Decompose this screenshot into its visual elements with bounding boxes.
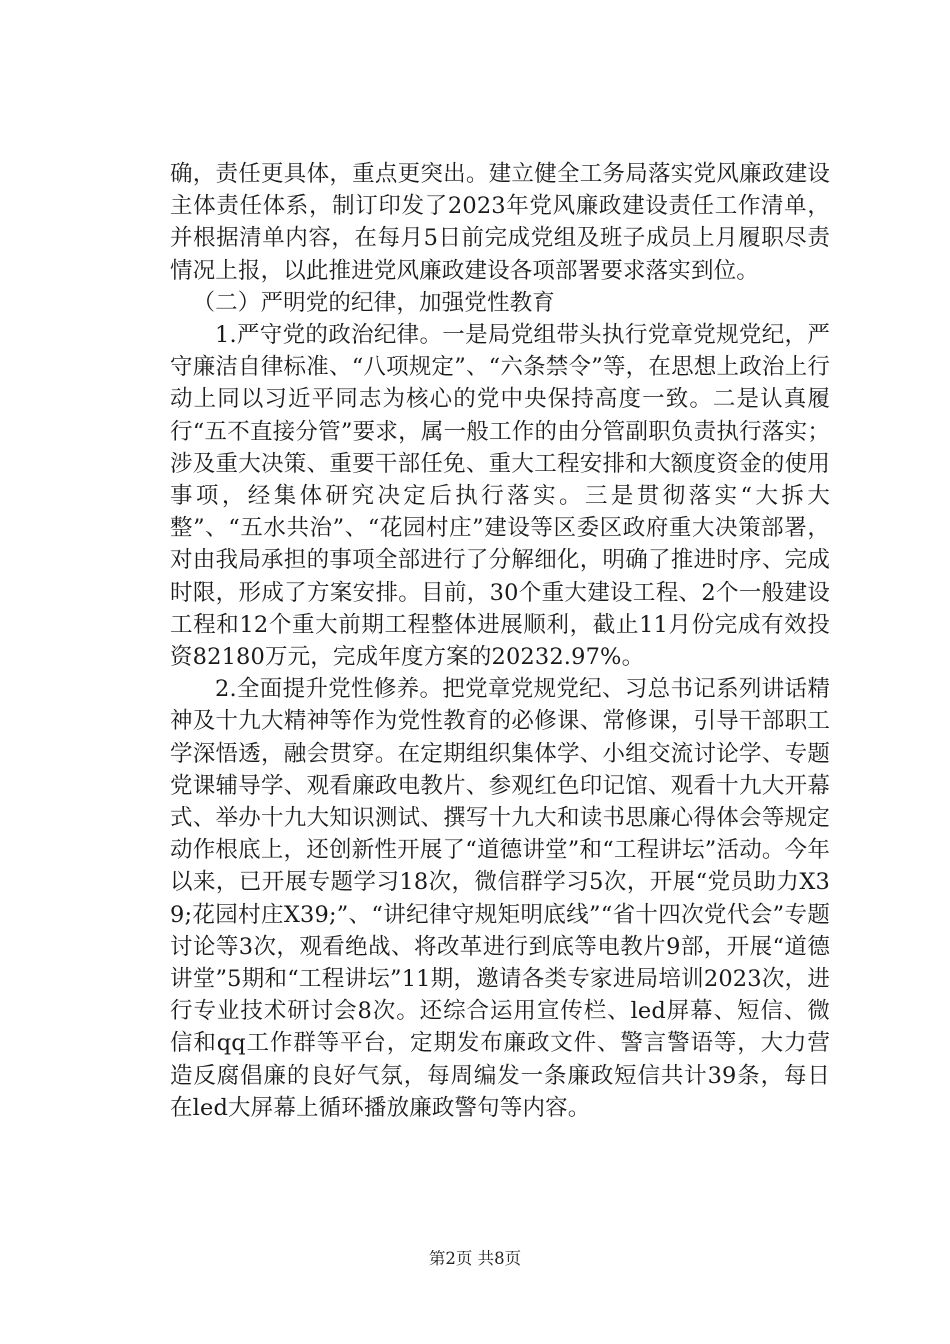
document-body <box>170 158 830 1124</box>
paragraph-political-discipline: 1.严守党的政治纪律。一是局党组带头执行党章党规党纪，严守廉洁自律标准、“八项规定”、“六条禁令”等，在思想上政治上行动上同以习近平同志为核心的党中央保持高度一致。二是认真履行“五不直接分管”要求，属一般工作的由分管副职负责执行落实；涉及重大决策、重要干部任免、重大工程安排和大额度资金的使用事项，经集体研究决定后执行落实。三是贯彻落实“大拆大整”、“五水共治”、“花园村庄”建设等区委区政府重大决策部署，对由我局承担的事项全部进行了分解细化，明确了推进时序、完成时限，形成了方案安排。目前，30个重大建设工程、2个一般建设工程和12个重大前期工程整体进展顺利，截止11月份完成有效投资82180万元，完成年度方案的20232.97%。 <box>170 322 830 671</box>
paragraph-party-cultivation: 2.全面提升党性修养。把党章党规党纪、习总书记系列讲话精神及十九大精神等作为党性教育的必修课、常修课，引导干部职工学深悟透，融会贯穿。在定期组织集体学、小组交流讨论学、专题党课辅导学、观看廉政电教片、参观红色印记馆、观看十九大开幕式、举办十九大知识测试、撰写十九大和读书思廉心得体会等规定动作根底上，还创新性开展了“道德讲堂”和“工程讲坛”活动。今年以来，已开展专题学习18次，微信群学习5次，开展“党员助力X39;花园村庄X39;”、“讲纪律守规矩明底线”“省十四次党代会”专题讨论等3次，观看绝战、将改革进行到底等电教片9部，开展“道德讲堂”5期和“工程讲坛”11期，邀请各类专家进局培训2023次，进行专业技术研讨会8次。还综合运用宣传栏、led屏幕、短信、微信和qq工作群等平台，定期发布廉政文件、警言警语等，大力营造反腐倡廉的良好气氛，每周编发一条廉政短信共计39条，每日在led大屏幕上循环播放廉政警句等内容。 <box>170 676 830 1121</box>
page-footer <box>0 1245 950 1269</box>
section-heading: （二）严明党的纪律，加强党性教育 <box>192 289 555 316</box>
paragraph-continuation: 确，责任更具体，重点更突出。建立健全工务局落实党风廉政建设主体责任体系，制订印发了2023年党风廉政建设责任工作清单，并根据清单内容，在每月5日前完成党组及班子成员上月履职尽责情况上报，以此推进党风廉政建设各项部署要求落实到位。 <box>170 161 830 284</box>
page-number-label: 第2页 共8页 <box>428 1249 522 1268</box>
